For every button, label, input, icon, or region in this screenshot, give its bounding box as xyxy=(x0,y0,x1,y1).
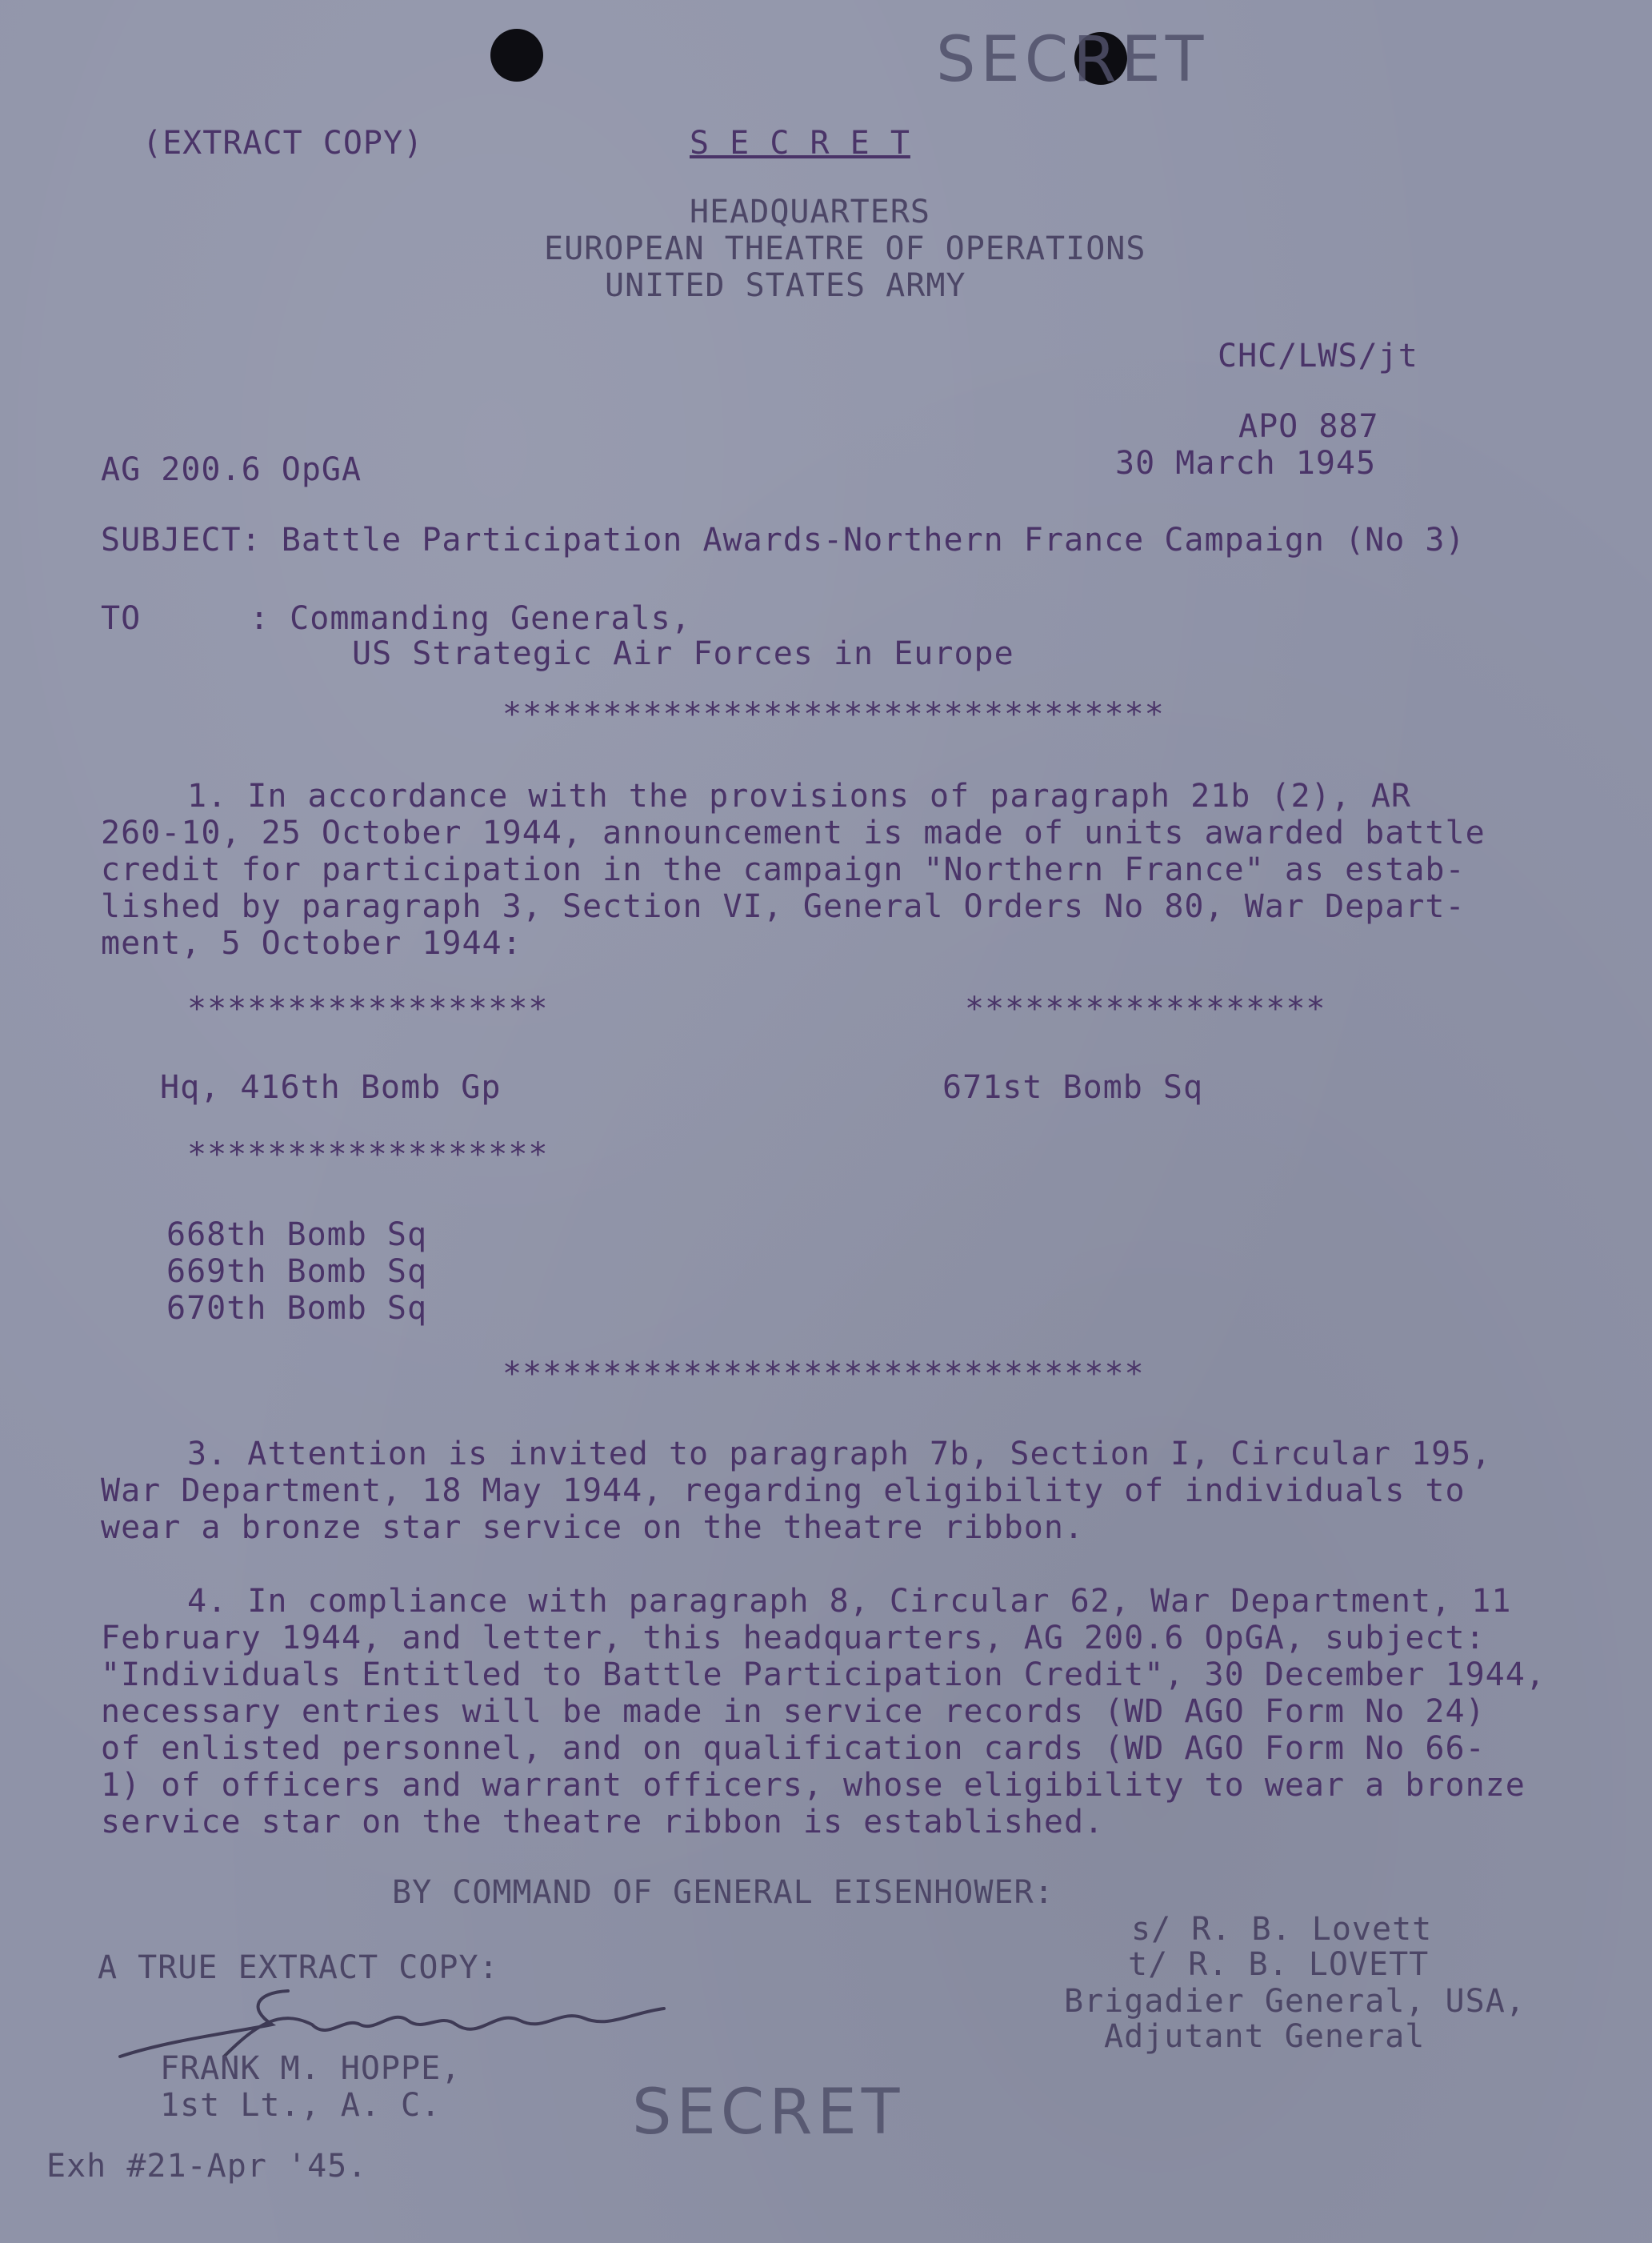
to-recipient-line-2: US Strategic Air Forces in Europe xyxy=(352,635,1014,672)
signer-line-1: s/ R. B. Lovett xyxy=(1131,1911,1433,1948)
hq-line-2: EUROPEAN THEATRE OF OPERATIONS xyxy=(544,230,1146,267)
separator-short-left: ****************** xyxy=(187,991,549,1027)
subject-line: SUBJECT: Battle Participation Awards-Northern France Campaign (No 3) xyxy=(101,522,1466,559)
to-recipient-line-1: : Commanding Generals, xyxy=(250,600,691,637)
unit-670th: 670th Bomb Sq xyxy=(166,1290,428,1327)
true-extract-copy-label: A TRUE EXTRACT COPY: xyxy=(98,1949,499,1986)
punch-hole-left xyxy=(490,29,543,82)
para4-line-3: "Individuals Entitled to Battle Participation Credit", 30 December 1944, xyxy=(101,1656,1546,1693)
para4-line-2: February 1944, and letter, this headquarters, AG 200.6 OpGA, subject: xyxy=(101,1620,1486,1656)
para4-line-5: of enlisted personnel, and on qualification cards (WD AGO Form No 66- xyxy=(101,1730,1486,1767)
classification-heading: S E C R E T xyxy=(690,125,910,162)
separator-long-1: ********************************* xyxy=(502,696,1165,733)
para3-line-2: War Department, 18 May 1944, regarding eligibility of individuals to xyxy=(101,1472,1466,1509)
secret-stamp-top: SECRET xyxy=(936,24,1209,96)
para1-line-1: 1. In accordance with the provisions of paragraph 21b (2), AR xyxy=(187,778,1412,815)
command-line: BY COMMAND OF GENERAL EISENHOWER: xyxy=(392,1874,1054,1911)
unit-hq-416th: Hq, 416th Bomb Gp xyxy=(160,1069,502,1106)
para4-line-1: 4. In compliance with paragraph 8, Circular 62, War Department, 11 xyxy=(187,1583,1512,1620)
unit-671st: 671st Bomb Sq xyxy=(942,1069,1204,1106)
certifier-name: FRANK M. HOPPE, xyxy=(160,2050,462,2087)
para1-line-2: 260-10, 25 October 1944, announcement is made of units awarded battle xyxy=(101,815,1486,851)
hq-line-1: HEADQUARTERS xyxy=(690,194,930,230)
para3-line-1: 3. Attention is invited to paragraph 7b, Section I, Circular 195, xyxy=(187,1436,1492,1472)
extract-label: (EXTRACT COPY) xyxy=(142,125,424,162)
separator-long-2: ******************************** xyxy=(502,1356,1145,1392)
para3-line-3: wear a bronze star service on the theatre ribbon. xyxy=(101,1509,1085,1546)
secret-stamp-bottom: SECRET xyxy=(632,2077,905,2149)
para1-line-3: credit for participation in the campaign "Northern France" as estab- xyxy=(101,851,1466,888)
apo-number: APO 887 xyxy=(1238,408,1379,445)
separator-short-mid: ****************** xyxy=(187,1136,549,1173)
signer-line-2: t/ R. B. LOVETT xyxy=(1128,1946,1430,1983)
hq-line-3: UNITED STATES ARMY xyxy=(605,267,966,304)
signer-line-4: Adjutant General xyxy=(1104,2018,1426,2055)
separator-short-right: ****************** xyxy=(965,991,1326,1027)
unit-668th: 668th Bomb Sq xyxy=(166,1216,428,1253)
ag-file-number: AG 200.6 OpGA xyxy=(101,451,362,488)
para4-line-7: service star on the theatre ribbon is established. xyxy=(101,1804,1105,1840)
para1-line-4: lished by paragraph 3, Section VI, General Orders No 80, War Depart- xyxy=(101,888,1466,925)
para4-line-4: necessary entries will be made in service records (WD AGO Form No 24) xyxy=(101,1693,1486,1730)
para4-line-6: 1) of officers and warrant officers, whose eligibility to wear a bronze xyxy=(101,1767,1526,1804)
certifier-rank: 1st Lt., A. C. xyxy=(160,2087,442,2124)
reference-code: CHC/LWS/jt xyxy=(1218,338,1418,375)
to-label: TO xyxy=(101,600,142,637)
para1-line-5: ment, 5 October 1944: xyxy=(101,925,522,962)
document-date: 30 March 1945 xyxy=(1115,445,1377,482)
signer-line-3: Brigadier General, USA, xyxy=(1064,1983,1526,2020)
exhibit-number: Exh #21-Apr '45. xyxy=(46,2148,368,2185)
unit-669th: 669th Bomb Sq xyxy=(166,1253,428,1290)
